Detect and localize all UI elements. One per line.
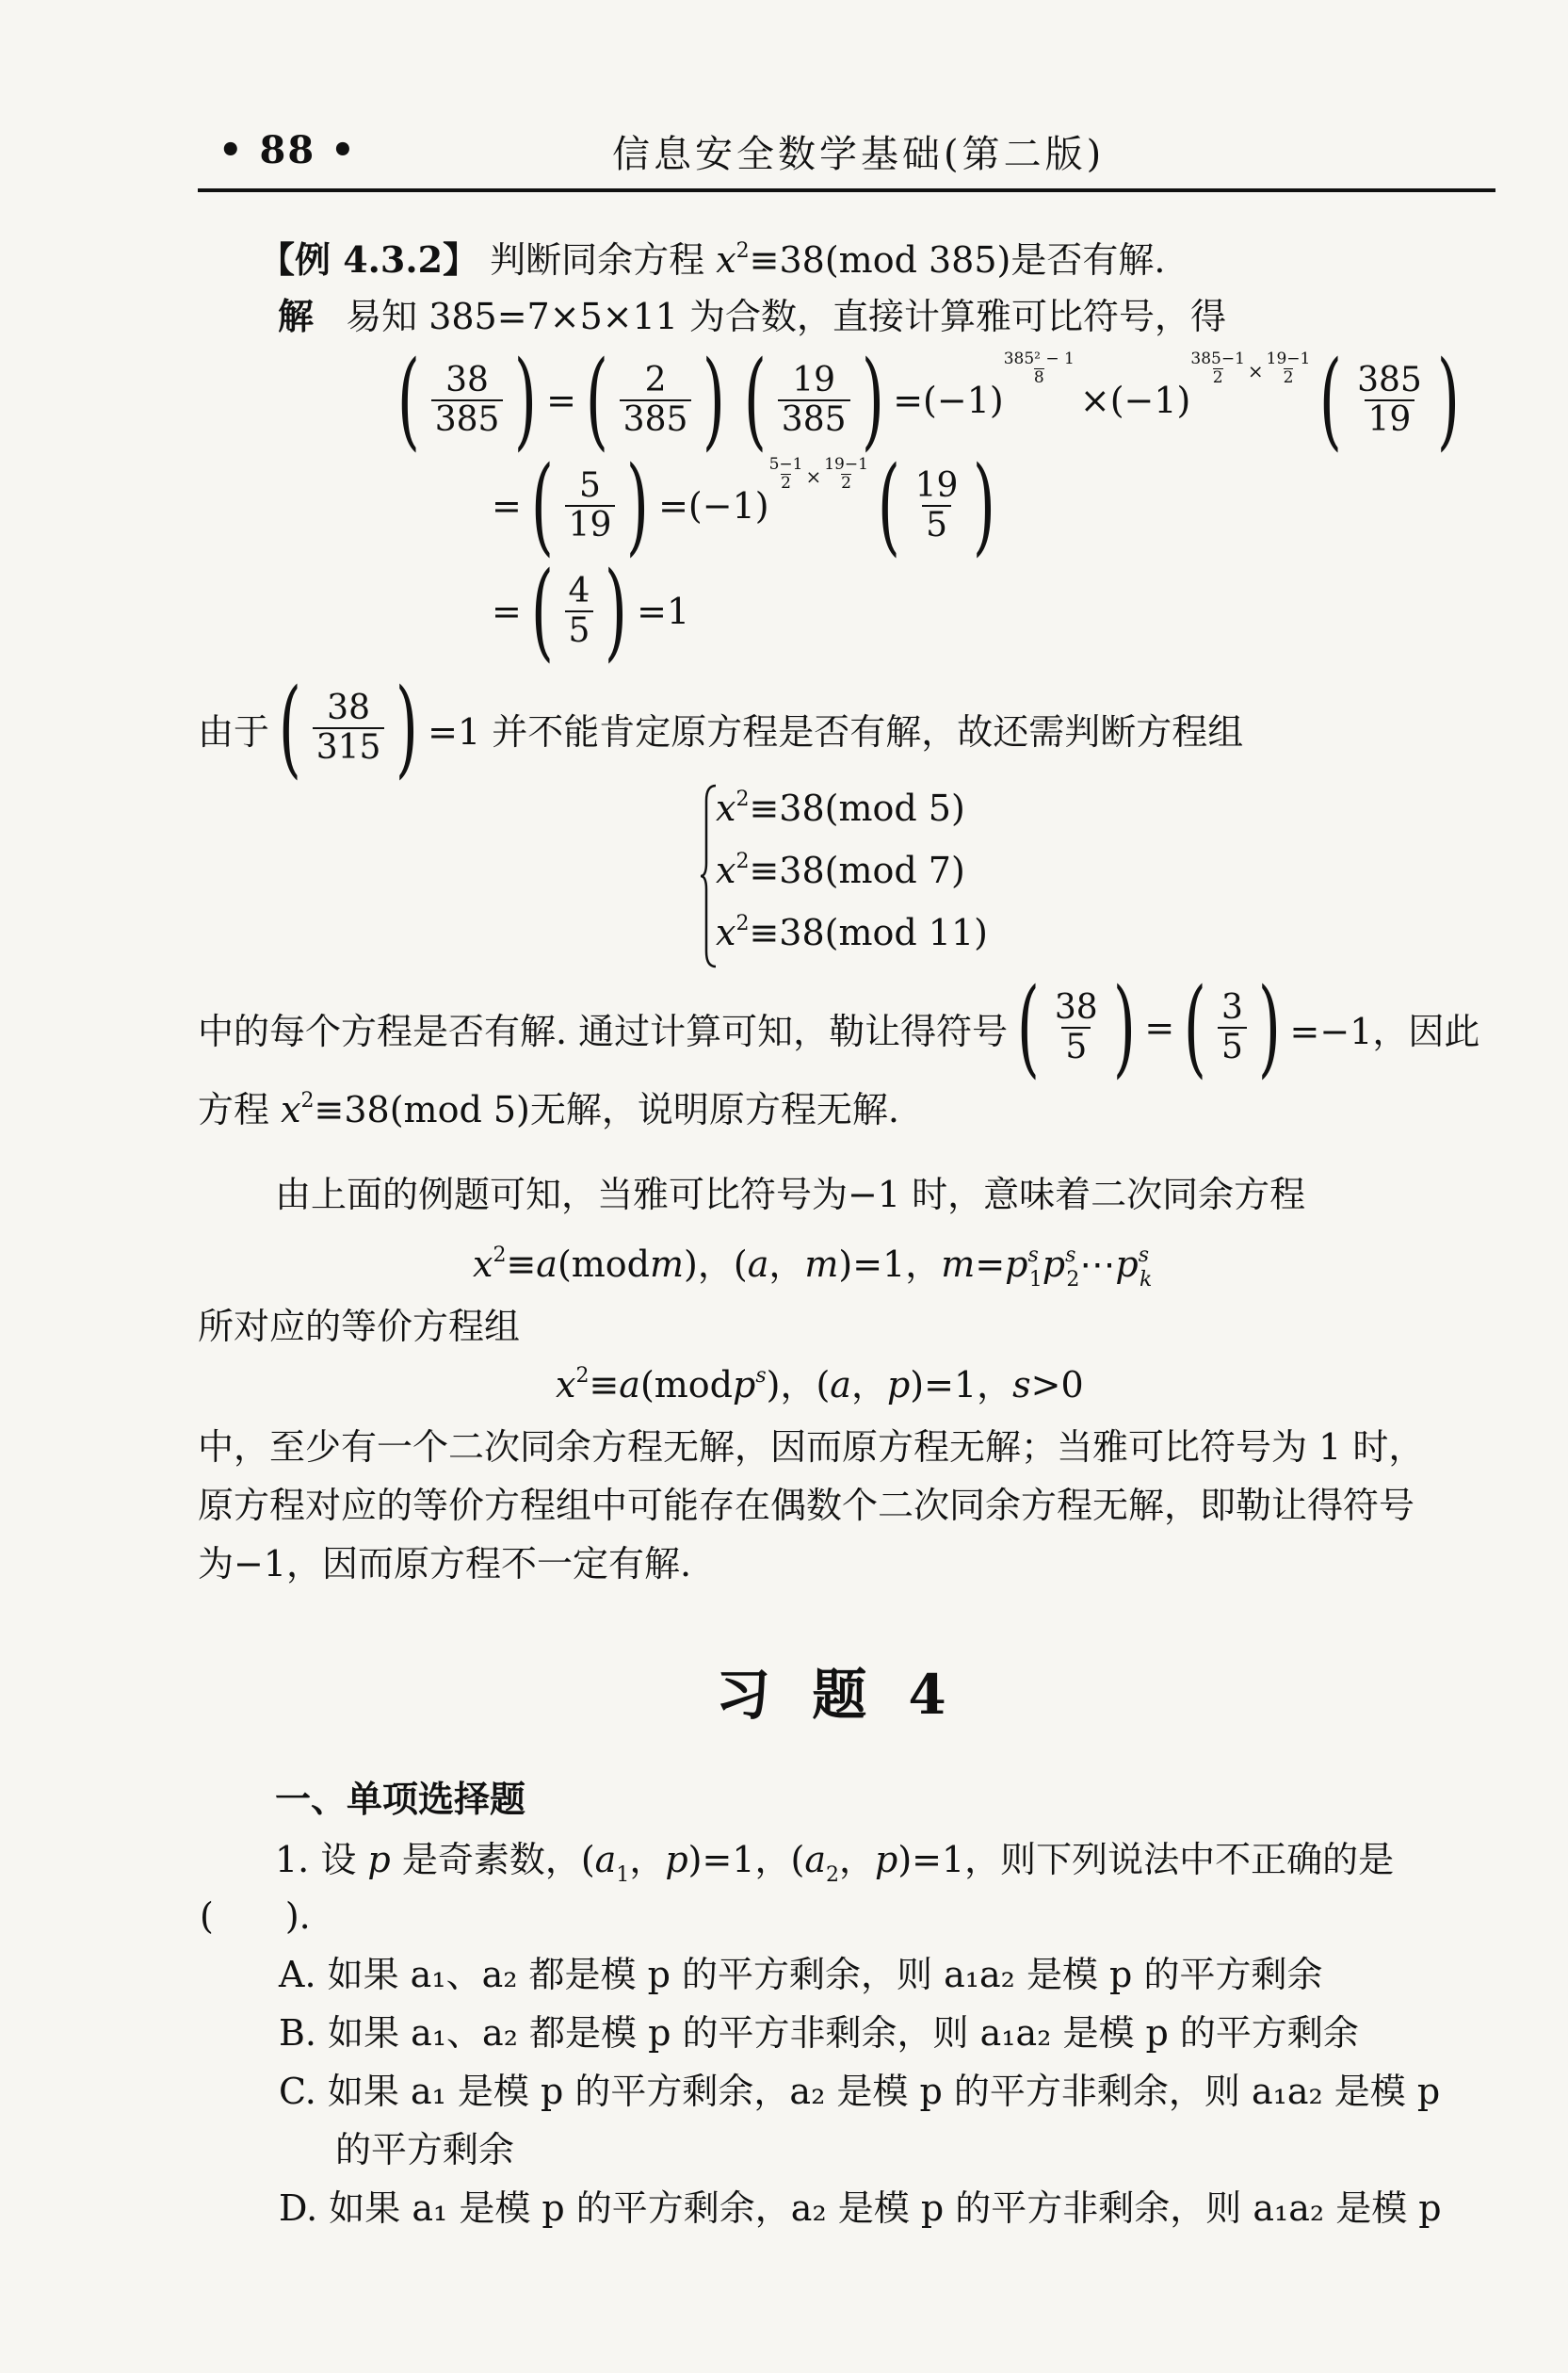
solution-label: 解	[278, 295, 315, 337]
header-rule	[198, 188, 1495, 192]
example-statement	[259, 232, 1165, 295]
legendre-symbol: ( $\frac{3}{5}$ )	[1184, 967, 1281, 1089]
jacobi-symbol: ( $\frac{38}{315}$ )	[278, 667, 419, 789]
example-label: 【例 4.3.2】	[259, 238, 479, 281]
equation-line-3: = ( $\frac{4}{5}$ ) =1	[492, 550, 690, 673]
example-question-post: ≡38(mod 385)是否有解.	[749, 239, 1166, 281]
solution-intro	[278, 288, 1226, 345]
left-brace-icon	[699, 782, 718, 970]
system-eq-3: $x^2\equiv 38(mod$ 11)	[716, 912, 988, 953]
paragraph-discussion-2: 原方程对应的等价方程组中可能存在偶数个二次同余方程无解，即勒让得符号	[198, 1485, 1415, 1526]
option-a: A. 如果 a₁、a₂ 都是模 p 的平方剩余，则 a₁a₂ 是模 p 的平方剩余	[279, 1954, 1323, 1995]
section-heading: 一、单项选择题	[275, 1778, 526, 1820]
question-1: 1. 设 p 是奇素数，($a_1$，p)=1，($a_2$，p)=1，则下列说法中不正确的是	[275, 1839, 1395, 1887]
jacobi-symbol: ( $\frac{5}{19}$ )	[530, 445, 650, 567]
jacobi-symbol: ( $\frac{19}{5}$ )	[877, 445, 996, 567]
paragraph-equivalent-system: 所对应的等价方程组	[198, 1306, 521, 1347]
times-minus-one: ×(−1)	[1079, 380, 1191, 421]
jacobi-symbol: ( $\frac{4}{5}$ )	[530, 550, 628, 673]
exponent-frac: 385² − 1 8	[1003, 349, 1075, 387]
formula-prime-power: $x^2\equiv a(modp^s)$，(a，p)=1，s>0	[556, 1364, 1084, 1406]
jacobi-symbol: ( $\frac{2}{385}$ )	[585, 339, 726, 462]
book-title: 信息安全数学基础(第二版)	[612, 133, 1106, 176]
exponent: 2	[736, 239, 750, 263]
example-question-pre: 判断同余方程	[490, 239, 717, 281]
paragraph-no-solution: 方程 $x^2\equiv 38(mod$ 5)无解，说明原方程无解.	[198, 1089, 899, 1130]
paragraph-discussion-1: 中，至少有一个二次同余方程无解，因而原方程无解；当雅可比符号为 1 时，	[198, 1426, 1425, 1468]
paragraph-discussion-3: 为−1，因而原方程不一定有解.	[198, 1543, 692, 1585]
jacobi-symbol: ( $\frac{19}{385}$ )	[743, 339, 884, 462]
page-header	[0, 0, 1568, 198]
system-eq-1: $x^2\equiv 38(mod$ 5)	[716, 788, 965, 829]
page-number: • 88 •	[218, 128, 357, 172]
paragraph-conclusion: 由上面的例题可知，当雅可比符号为−1 时，意味着二次同余方程	[275, 1174, 1306, 1215]
jacobi-symbol: ( $\frac{38}{385}$ )	[396, 339, 538, 462]
option-b: B. 如果 a₁、a₂ 都是模 p 的平方非剩余，则 a₁a₂ 是模 p 的平方剩余	[279, 2012, 1359, 2054]
minus-one: =(−1)	[893, 380, 1004, 421]
exponent-frac: $\frac{385-1}{2}$ × $\frac{19-1}{2}$	[1190, 349, 1311, 387]
equals: =	[546, 380, 576, 421]
equation-line-2: = ( $\frac{5}{19}$ ) =(−1) $\frac{5-1}{2}$ × $\frac{19-1}{2}$ ( $\frac{19}{5}$ )	[492, 454, 1005, 558]
jacobi-symbol: ( $\frac{385}{19}$ )	[1319, 339, 1460, 462]
equation-line-1	[388, 339, 1469, 462]
question-1-blank: ( ).	[200, 1895, 311, 1937]
solution-text: 易知 385=7×5×11 为合数，直接计算雅可比符号，得	[346, 296, 1227, 337]
option-c: C. 如果 a₁ 是模 p 的平方剩余，a₂ 是模 p 的平方非剩余，则 a₁a₂ 是模 p	[279, 2071, 1441, 2112]
var-x: x	[716, 239, 736, 281]
paragraph-since: 由于 ( $\frac{38}{315}$ ) =1 并不能肯定原方程是否有解，故还需判断方程组	[198, 667, 1244, 789]
legendre-symbol: ( $\frac{38}{5}$ )	[1017, 967, 1136, 1089]
option-d: D. 如果 a₁ 是模 p 的平方剩余，a₂ 是模 p 的平方非剩余，则 a₁a₂ 是模 p	[279, 2187, 1442, 2229]
system-eq-2: $x^2\equiv 38(mod$ 7)	[716, 850, 965, 891]
congruence-system	[699, 782, 1075, 970]
exponent-frac: $\frac{5-1}{2}$ × $\frac{19-1}{2}$	[768, 454, 868, 493]
exercises-title: 习 题 4	[716, 1663, 958, 1727]
formula-quadratic-congruence: $x^2\equiv a(modm)$，(a，m)=1，$m=p^s_1p^s_2\cdots p^s_k$	[473, 1243, 1153, 1292]
paragraph-legendre: 中的每个方程是否有解. 通过计算可知，勒让得符号 ( $\frac{38}{5}$ ) = ( $\frac{3}{5}$ ) =−1，因此	[198, 967, 1480, 1089]
option-c-continued: 的平方剩余	[335, 2129, 515, 2170]
